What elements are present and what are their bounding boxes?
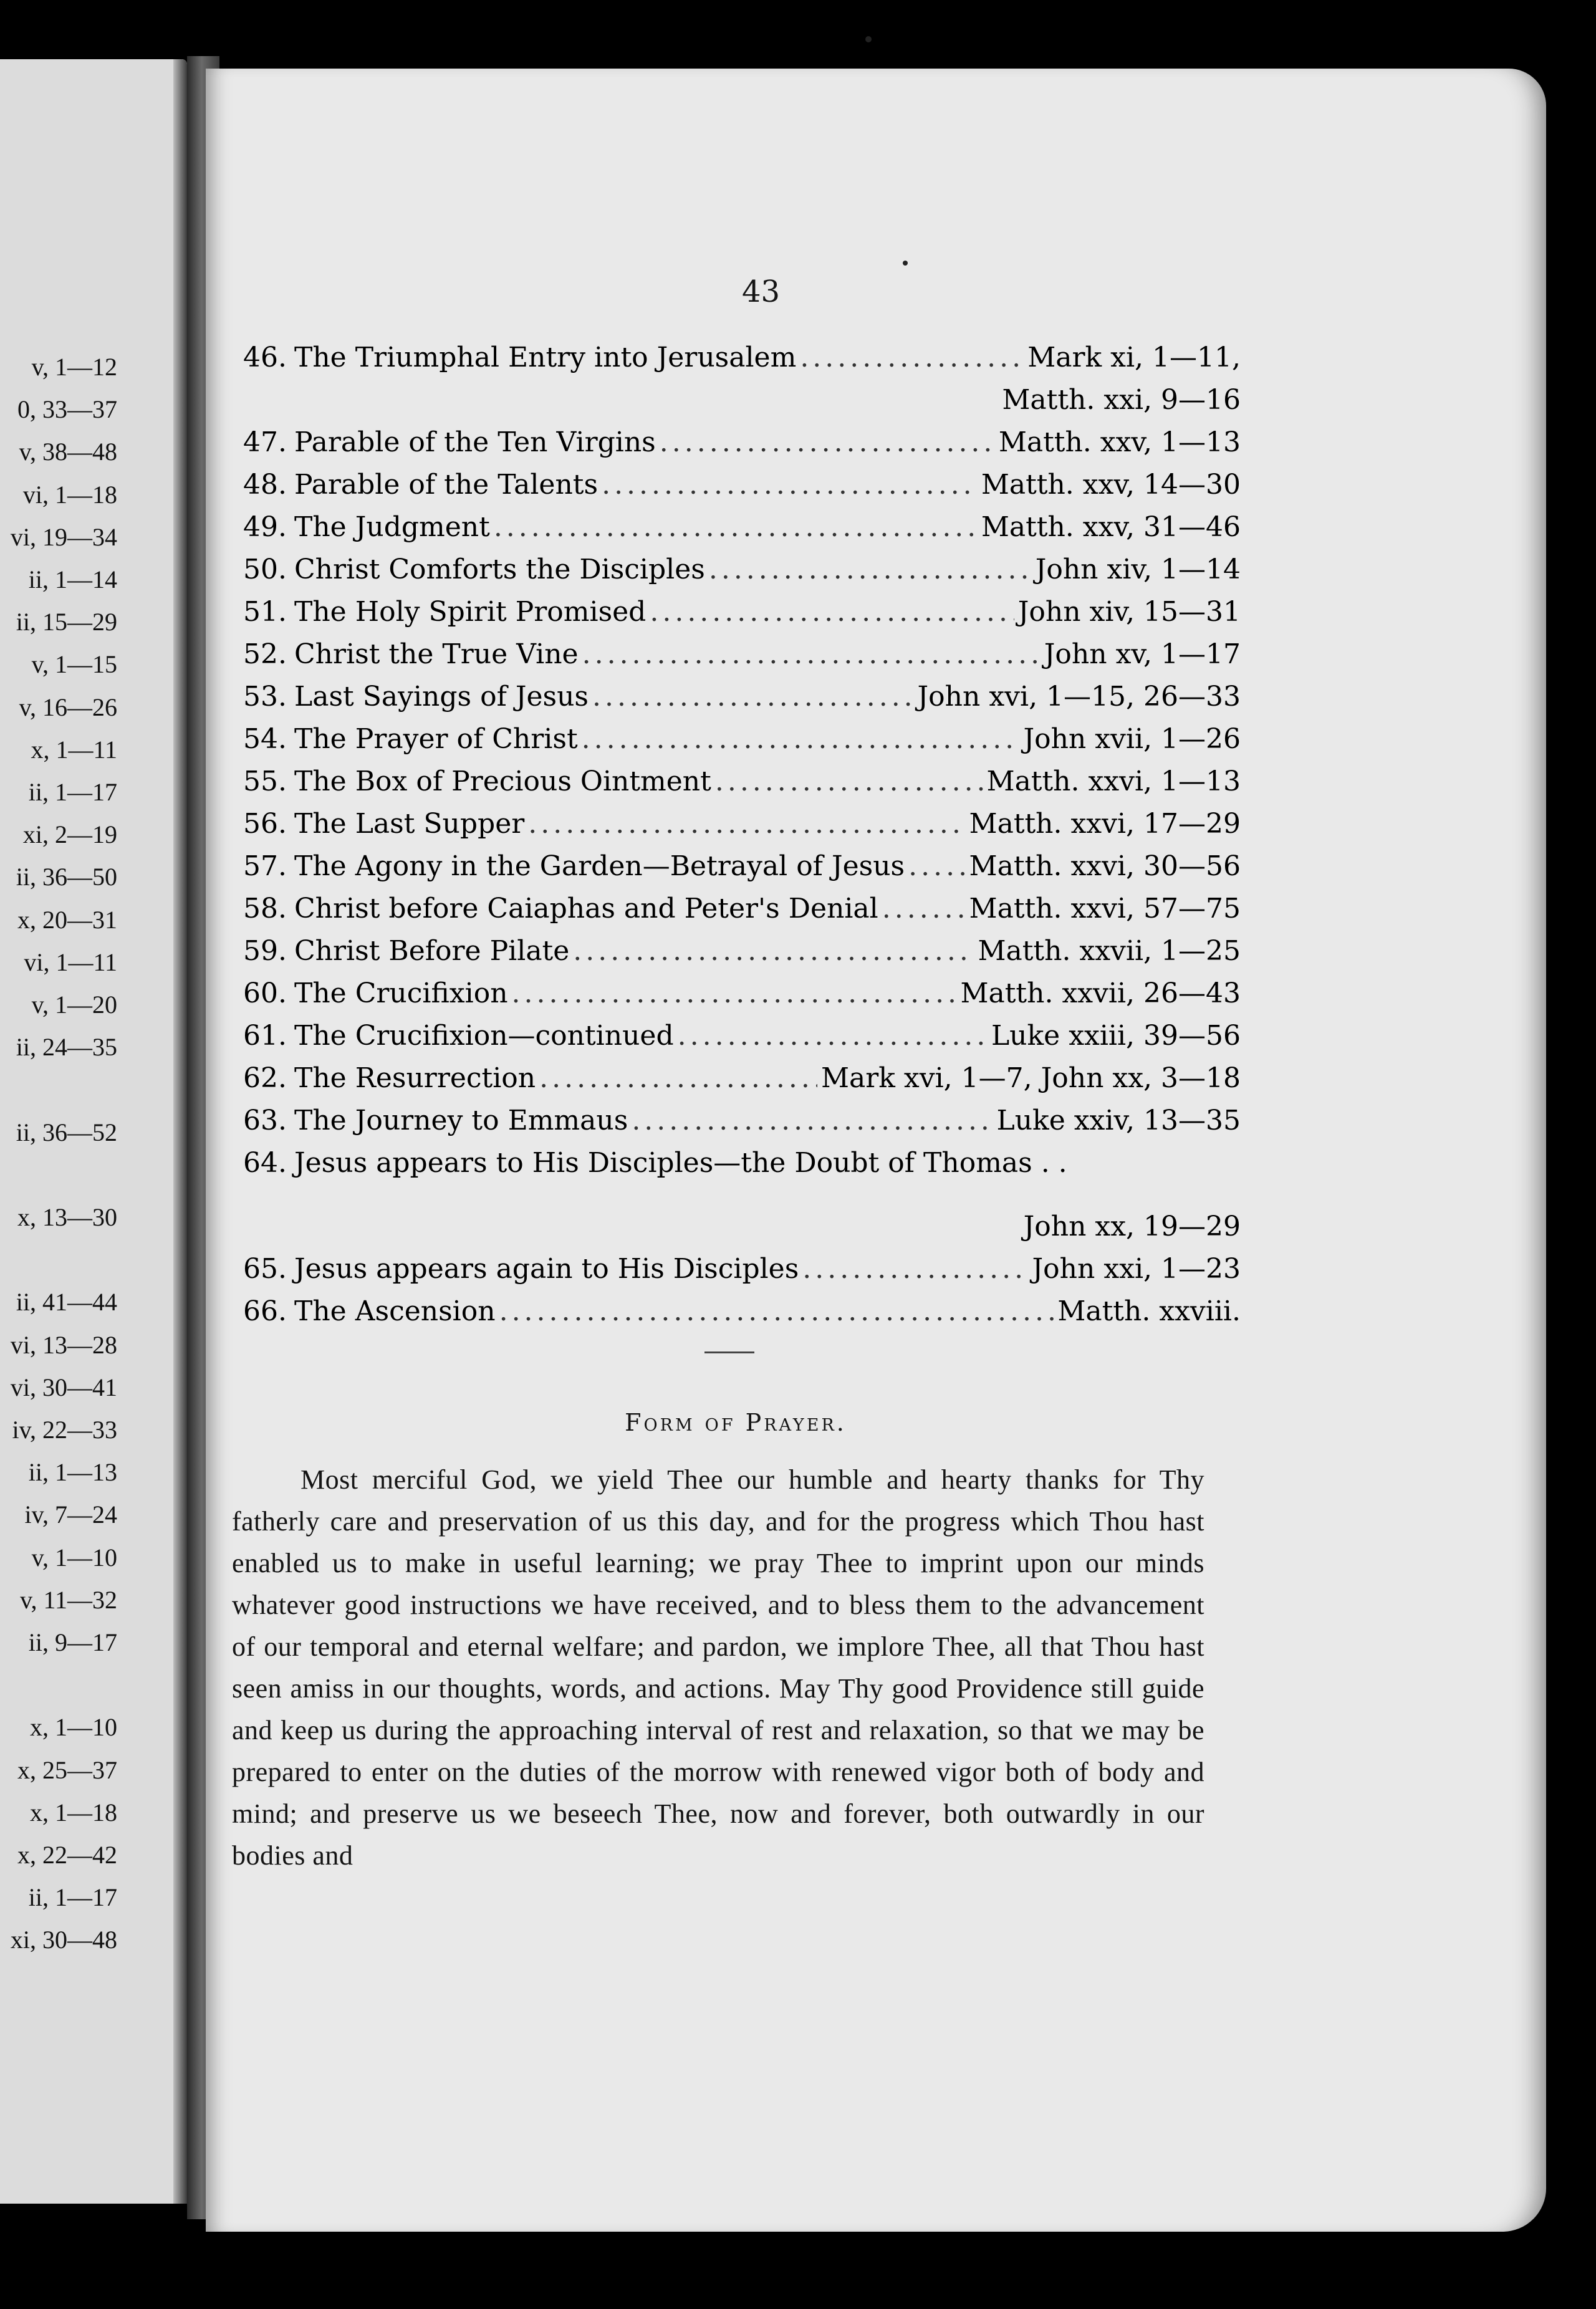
toc-entry-title: Christ the True Vine bbox=[294, 638, 579, 670]
toc-leader-dots bbox=[802, 1248, 1028, 1290]
left-page-line: vi, 1—11 bbox=[24, 948, 117, 976]
toc-entry-number: 62. bbox=[243, 1062, 287, 1094]
toc-entry-number: 57. bbox=[243, 850, 287, 882]
left-page-line: ii, 41—44 bbox=[16, 1288, 117, 1317]
toc-entry-reference: Luke xxiii, 39—56 bbox=[991, 1020, 1241, 1052]
left-page-line: v, 11—32 bbox=[20, 1585, 117, 1614]
toc-entry-title: The Crucifixion bbox=[294, 977, 508, 1009]
toc-entry-title: Jesus appears to His Disciples—the Doubt of Thomas . . bbox=[294, 1147, 1067, 1179]
toc-entry-title: The Holy Spirit Promised bbox=[294, 596, 647, 628]
left-page-line: vi, 19—34 bbox=[10, 522, 117, 551]
toc-entry bbox=[243, 761, 1241, 803]
toc-entry-title: Christ Comforts the Disciples bbox=[294, 554, 705, 585]
toc-entry bbox=[243, 1290, 1241, 1333]
toc-entry-reference: Matth. xxv, 31—46 bbox=[981, 511, 1241, 543]
toc-leader-dots bbox=[709, 549, 1032, 591]
toc-entry-reference: Mark xvi, 1—7, John xx, 3—18 bbox=[820, 1062, 1241, 1094]
toc-entry bbox=[243, 1142, 1241, 1184]
toc-leader-dots bbox=[592, 676, 914, 718]
toc-leader-dots bbox=[499, 1290, 1054, 1333]
page-number: 43 bbox=[742, 274, 781, 309]
left-page-line: x, 20—31 bbox=[17, 905, 117, 934]
left-page-line: v, 1—12 bbox=[31, 353, 117, 381]
page-edge bbox=[1527, 106, 1571, 2163]
toc-leader-dots bbox=[512, 972, 957, 1015]
toc-leader-dots bbox=[650, 591, 1014, 633]
toc-entry-reference: Mark xi, 1—11, bbox=[1027, 342, 1241, 373]
toc-entry-title: Parable of the Talents bbox=[294, 469, 598, 501]
toc-entry bbox=[243, 803, 1241, 845]
toc-entry-reference-continued: Matth. xxi, 9—16 bbox=[1002, 384, 1241, 416]
toc-entry-number: 49. bbox=[243, 511, 287, 543]
toc-leader-dots bbox=[678, 1015, 988, 1057]
toc-entry-number: 66. bbox=[243, 1295, 287, 1327]
toc-entry-number: 60. bbox=[243, 977, 287, 1009]
left-page-line: ii, 1—13 bbox=[28, 1458, 117, 1487]
toc-leader-dots bbox=[539, 1057, 817, 1100]
toc-entry-number: 58. bbox=[243, 893, 287, 924]
toc-leader-dots bbox=[660, 421, 995, 464]
toc-entry-title: The Judgment bbox=[294, 511, 490, 543]
toc-entry bbox=[243, 888, 1241, 930]
left-page-line: xi, 2—19 bbox=[22, 820, 117, 849]
toc-entry-title: The Crucifixion—continued bbox=[294, 1020, 674, 1052]
toc-entry bbox=[243, 718, 1241, 761]
toc-leader-dots bbox=[494, 506, 978, 549]
toc-entry-number: 47. bbox=[243, 426, 287, 458]
toc-entry bbox=[243, 972, 1241, 1015]
toc-entry bbox=[243, 549, 1241, 591]
left-page-line: x, 1—11 bbox=[31, 735, 117, 764]
toc-entry bbox=[243, 421, 1241, 464]
toc-entry-title: The Ascension bbox=[294, 1295, 496, 1327]
left-page-line: 0, 33—37 bbox=[17, 395, 117, 424]
toc-entry-title: The Triumphal Entry into Jerusalem bbox=[294, 342, 797, 373]
toc-entry-title: The Agony in the Garden—Betrayal of Jesus bbox=[294, 850, 905, 882]
left-facing-page bbox=[0, 59, 187, 2204]
toc-entry-number: 51. bbox=[243, 596, 287, 628]
toc-entry bbox=[243, 1057, 1241, 1100]
toc-entry-number: 55. bbox=[243, 766, 287, 797]
toc-entry-title: The Prayer of Christ bbox=[294, 723, 578, 755]
toc-entry-reference: Matth. xxv, 1—13 bbox=[998, 426, 1241, 458]
toc-entry-title: Parable of the Ten Virgins bbox=[294, 426, 656, 458]
left-page-line: x, 22—42 bbox=[17, 1841, 117, 1869]
left-page-line: vi, 13—28 bbox=[10, 1330, 117, 1359]
left-page-line: iv, 22—33 bbox=[12, 1416, 117, 1444]
left-page-line: x, 25—37 bbox=[17, 1755, 117, 1784]
left-page-line: xi, 30—48 bbox=[10, 1926, 117, 1954]
toc-entry-reference: John xv, 1—17 bbox=[1044, 638, 1241, 670]
left-page-line: x, 13—30 bbox=[17, 1203, 117, 1231]
toc-leader-dots bbox=[582, 718, 1020, 761]
toc-entry-title: The Journey to Emmaus bbox=[294, 1105, 628, 1136]
toc-entry-reference: Matth. xxvii, 26—43 bbox=[960, 977, 1241, 1009]
toc-entry-reference: Matth. xxvii, 1—25 bbox=[978, 935, 1241, 967]
toc-entry-title: Christ Before Pilate bbox=[294, 935, 570, 967]
toc-entry-title: Jesus appears again to His Disciples bbox=[294, 1253, 799, 1285]
toc-entry-title: The Box of Precious Ointment bbox=[294, 766, 711, 797]
toc-entry bbox=[243, 464, 1241, 506]
toc-leader-dots bbox=[602, 464, 978, 506]
left-page-line: ii, 15—29 bbox=[16, 608, 117, 636]
toc-entry bbox=[243, 845, 1241, 888]
toc-leader-dots bbox=[882, 888, 966, 930]
toc-entry-reference: Luke xxiv, 13—35 bbox=[996, 1105, 1241, 1136]
left-page-line: x, 1—10 bbox=[30, 1713, 117, 1742]
toc-entry-number: 53. bbox=[243, 681, 287, 713]
left-page-line: v, 1—15 bbox=[31, 650, 117, 679]
left-page-line: vi, 1—18 bbox=[22, 480, 117, 509]
speck bbox=[903, 261, 908, 266]
left-page-line: ii, 1—14 bbox=[28, 565, 117, 593]
section-divider bbox=[704, 1351, 754, 1353]
toc-leader-dots bbox=[582, 633, 1041, 676]
prayer-text: Most merciful God, we yield Thee our humble and hearty thanks for Thy fatherly care and preservation of us this day, and for the progress which Thou hast enabled us to make in useful learning; we pray Thee to imprint upon our minds whatever good instructions we have received, and to bless them to the advancement of our temporal and eternal welfare; and pardon, we implore Thee, all that Thou hast seen amiss in our thoughts, words, and actions. May Thy good Providence still guide and keep us during the approaching interval of rest and relaxation, so that we may be prepared to enter on the duties of the morrow with renewed vigor both of body and mind; and preserve us we beseech Thee, now and forever, both outwardly in our bodies and bbox=[232, 1464, 1204, 1871]
left-page-line: x, 1—18 bbox=[30, 1798, 117, 1827]
left-page-line: v, 38—48 bbox=[19, 438, 117, 466]
toc-entry-reference: Matth. xxvi, 17—29 bbox=[969, 808, 1241, 840]
prayer-heading: Form of Prayer. bbox=[625, 1409, 847, 1436]
left-page-line: ii, 36—52 bbox=[16, 1118, 117, 1146]
toc-entry-reference: John xvi, 1—15, 26—33 bbox=[917, 681, 1241, 713]
left-page-line: vi, 30—41 bbox=[10, 1373, 117, 1401]
toc-entry-number: 65. bbox=[243, 1253, 287, 1285]
toc-leader-dots bbox=[528, 803, 965, 845]
toc-entry-number: 64. bbox=[243, 1147, 287, 1179]
left-page-line: ii, 1—17 bbox=[28, 1883, 117, 1912]
left-page-line: v, 1—20 bbox=[31, 991, 117, 1019]
toc-entry-number: 61. bbox=[243, 1020, 287, 1052]
toc-leader-dots bbox=[632, 1100, 993, 1142]
toc-entry-number: 48. bbox=[243, 469, 287, 501]
toc-entry bbox=[243, 633, 1241, 676]
left-page-line: ii, 1—17 bbox=[28, 778, 117, 806]
toc-entry-reference: Matth. xxvi, 57—75 bbox=[969, 893, 1241, 924]
toc-entry bbox=[243, 337, 1241, 379]
toc-entry bbox=[243, 1248, 1241, 1290]
toc-entry-reference-continued: John xx, 19—29 bbox=[1023, 1211, 1241, 1242]
toc-entry-number: 59. bbox=[243, 935, 287, 967]
toc-entry-number: 50. bbox=[243, 554, 287, 585]
speck bbox=[865, 36, 872, 42]
toc-entry-reference: Matth. xxv, 14—30 bbox=[981, 469, 1241, 501]
table-of-contents bbox=[243, 337, 1241, 1333]
left-page-line: v, 1—10 bbox=[31, 1543, 117, 1572]
toc-entry-reference: John xiv, 15—31 bbox=[1017, 596, 1241, 628]
toc-entry-number: 63. bbox=[243, 1105, 287, 1136]
toc-entry-reference: Matth. xxvi, 30—56 bbox=[969, 850, 1241, 882]
toc-spacer bbox=[243, 1184, 1241, 1206]
toc-leader-dots bbox=[800, 337, 1024, 379]
toc-entry-reference: Matth. xxviii. bbox=[1057, 1295, 1241, 1327]
toc-entry-title: Christ before Caiaphas and Peter's Denial bbox=[294, 893, 878, 924]
toc-entry-reference: John xvii, 1—26 bbox=[1023, 723, 1241, 755]
toc-entry-number: 56. bbox=[243, 808, 287, 840]
toc-leader-dots bbox=[908, 845, 965, 888]
toc-entry-reference: John xxi, 1—23 bbox=[1032, 1253, 1241, 1285]
toc-leader-dots bbox=[573, 930, 974, 972]
left-page-line: v, 16—26 bbox=[19, 693, 117, 721]
toc-entry-reference: John xiv, 1—14 bbox=[1035, 554, 1241, 585]
left-page-gutter bbox=[173, 59, 187, 2204]
toc-entry-number: 54. bbox=[243, 723, 287, 755]
toc-entry-title: Last Sayings of Jesus bbox=[294, 681, 589, 713]
toc-entry bbox=[243, 1015, 1241, 1057]
toc-entry-number: 52. bbox=[243, 638, 287, 670]
toc-entry bbox=[243, 676, 1241, 718]
left-page-line: ii, 24—35 bbox=[16, 1033, 117, 1062]
left-page-line: iv, 7—24 bbox=[24, 1500, 117, 1529]
toc-entry bbox=[243, 591, 1241, 633]
toc-entry bbox=[243, 930, 1241, 972]
toc-entry-number: 46. bbox=[243, 342, 287, 373]
toc-leader-dots bbox=[715, 761, 983, 803]
toc-entry bbox=[243, 506, 1241, 549]
toc-entry-title: The Last Supper bbox=[294, 808, 525, 840]
toc-entry-title: The Resurrection bbox=[294, 1062, 536, 1094]
left-page-line: ii, 9—17 bbox=[28, 1628, 117, 1656]
toc-entry bbox=[243, 1100, 1241, 1142]
left-page-line: ii, 36—50 bbox=[16, 863, 117, 891]
toc-entry-reference: Matth. xxvi, 1—13 bbox=[986, 766, 1241, 797]
